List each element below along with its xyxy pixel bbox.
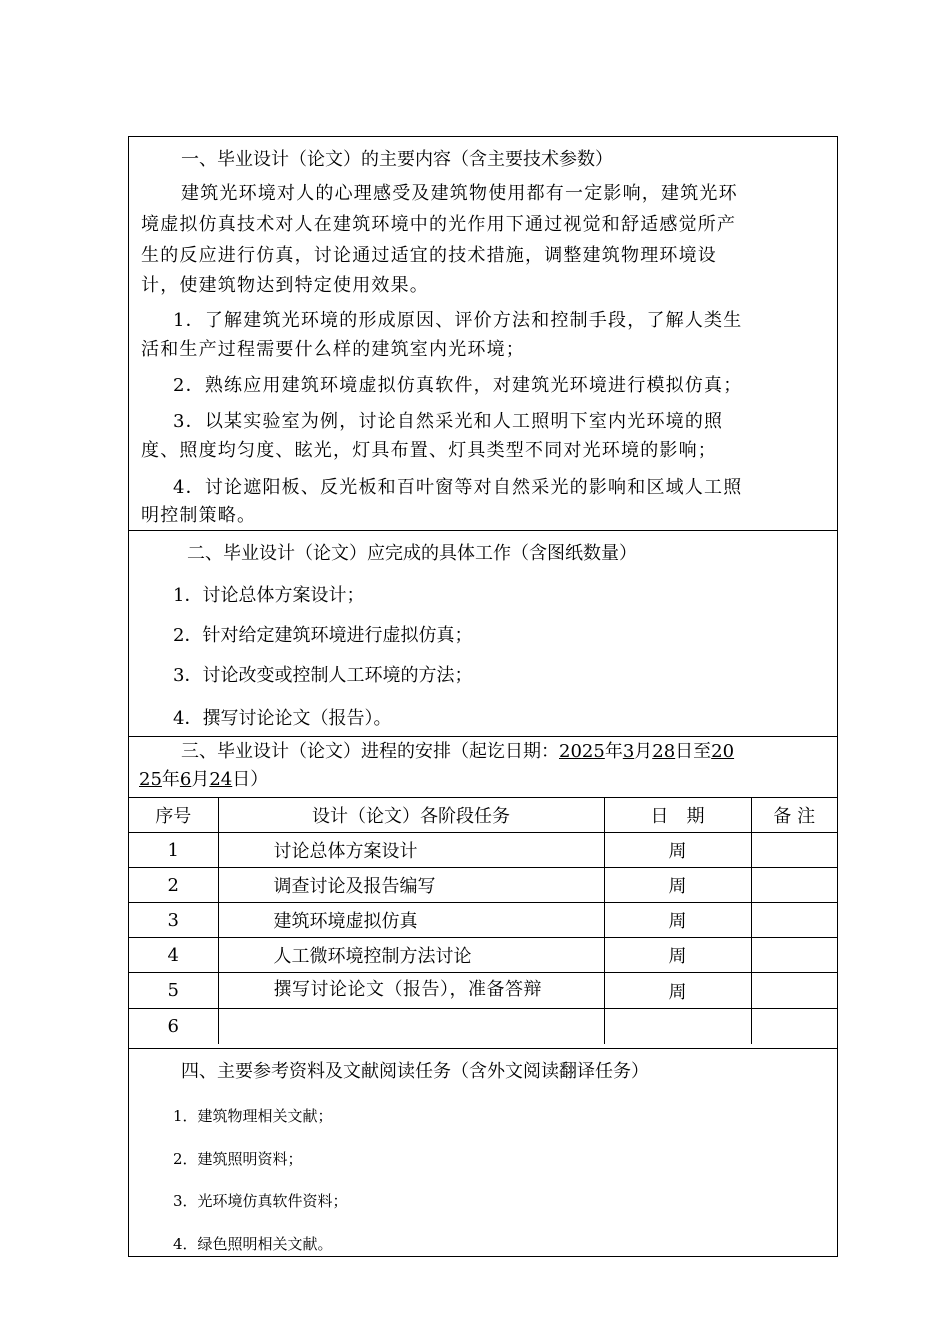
header-task: 设计（论文）各阶段任务 [218,798,604,833]
start-day: 28 [652,741,676,762]
section3-heading: 三、毕业设计（论文）进程的安排（起讫日期：2025年3月28日至20 [181,741,735,762]
end-day: 24 [209,769,233,790]
section2-heading: 二、毕业设计（论文）应完成的具体工作（含图纸数量） [187,543,637,564]
section1-item: 明控制策略。 [141,505,257,526]
table-row: 2 调查讨论及报告编写 周 [129,868,837,903]
section4-item: 3．光环境仿真软件资料； [173,1192,348,1210]
section4-item: 1．建筑物理相关文献； [173,1107,333,1125]
header-no: 序号 [129,798,218,833]
table-row: 6 [129,1009,837,1044]
end-month: 6 [179,769,192,790]
schedule-table [129,797,837,1044]
end-year-part2: 25 [139,769,162,790]
section1-para-line: 生的反应进行仿真，讨论通过适宜的技术措施，调整建筑物理环境设 [141,245,717,266]
table-row: 5 撰写讨论论文（报告），准备答辩 周 [129,973,837,1009]
table-row: 4 人工微环境控制方法讨论 周 [129,938,837,973]
section1-item: 活和生产过程需要什么样的建筑室内光环境； [141,339,525,360]
section1-para-line: 建筑光环境对人的心理感受及建筑物使用都有一定影响，建筑光环 [181,183,738,204]
table-row: 3 建筑环境虚拟仿真 周 [129,903,837,938]
section2-item: 2．针对给定建筑环境进行虚拟仿真； [173,625,473,646]
start-year: 20 [559,741,582,762]
end-year-part1: 20 [711,741,735,762]
section1-para-line: 计，使建筑物达到特定使用效果。 [141,275,429,296]
table-header-row [129,798,837,833]
section2-item: 4．撰写讨论论文（报告）。 [173,708,392,729]
header-note: 备 注 [751,798,837,833]
section-specific-work [129,531,837,737]
section2-item: 1．讨论总体方案设计； [173,585,365,606]
section1-item: 2．熟练应用建筑环境虚拟仿真软件，对建筑光环境进行模拟仿真； [173,375,743,396]
section1-item: 3．以某实验室为例，讨论自然采光和人工照明下室内光环境的照 [173,411,724,432]
section2-item: 3．讨论改变或控制人工环境的方法； [173,665,473,686]
section-references [129,1049,837,1256]
section-main-content [129,137,837,531]
section4-item: 4．绿色照明相关文献。 [173,1235,333,1253]
header-date: 日 期 [604,798,751,833]
table-row: 1 讨论总体方案设计 周 [129,833,837,868]
section1-item: 度、照度均匀度、眩光，灯具布置、灯具类型不同对光环境的影响； [141,440,717,461]
section1-item: 4．讨论遮阳板、反光板和百叶窗等对自然采光的影响和区域人工照 [173,477,743,498]
row5-task-text: 撰写讨论论文（报告），准备答辩 [273,979,542,1000]
section-schedule [129,737,837,1049]
task-document-frame [128,136,838,1257]
section1-heading: 一、毕业设计（论文）的主要内容（含主要技术参数） [181,149,613,170]
section1-para-line: 境虚拟仿真技术对人在建筑环境中的光作用下通过视觉和舒适感觉所产 [141,214,737,235]
section4-item: 2．建筑照明资料； [173,1150,303,1168]
section4-heading: 四、主要参考资料及文献阅读任务（含外文阅读翻译任务） [181,1061,649,1082]
section3-heading-cont: 25年6月24日） [139,769,269,790]
start-month: 3 [622,741,635,762]
section1-item: 1．了解建筑光环境的形成原因、评价方法和控制手段，了解人类生 [173,310,743,331]
